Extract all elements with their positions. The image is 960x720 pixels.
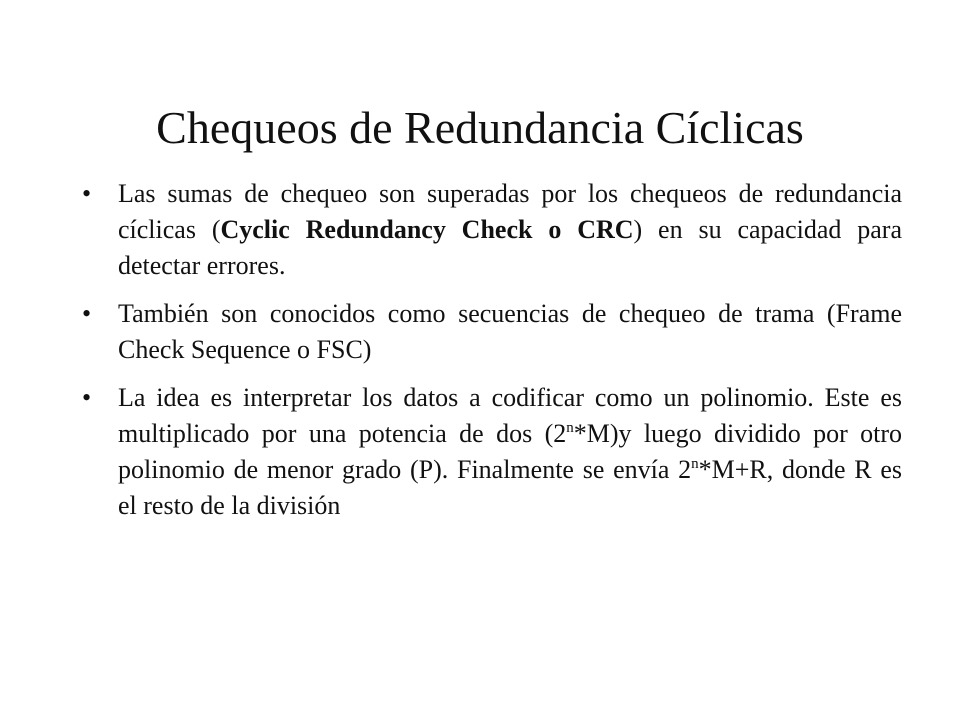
bullet-list [82,176,902,536]
bullet-item-polynomial [82,380,902,524]
bullet-text: Las sumas de chequeo son superadas por los chequeos de redundancia cíclicas ( [118,179,902,244]
bullet-item-crc-intro [82,176,902,284]
bullet-text: La idea es interpretar los datos a codificar como un polinomio. Este es multiplicado por una potencia de dos (2 [118,383,902,448]
slide-title: Chequeos de Redundancia Cíclicas [156,102,804,153]
bullet-dot-icon: • [82,179,92,208]
superscript-n: n [691,456,699,472]
bullet-item-fcs [82,296,902,368]
bullet-text: También son conocidos como secuencias de chequeo de trama (Frame Check Sequence o FSC) [118,299,902,364]
bullet-text: ) en su capacidad para detectar errores. [118,215,902,280]
bullet-dot-icon: • [82,383,92,412]
bullet-text: *M+R, donde R es el resto de la división [118,455,902,520]
bullet-bold-text: Cyclic Redundancy Check o CRC [220,215,634,244]
superscript-n: n [566,420,574,436]
bullet-dot-icon: • [82,299,92,328]
bullet-text: *M)y luego dividido por otro polinomio de menor grado (P). Finalmente se envía 2 [118,419,902,484]
